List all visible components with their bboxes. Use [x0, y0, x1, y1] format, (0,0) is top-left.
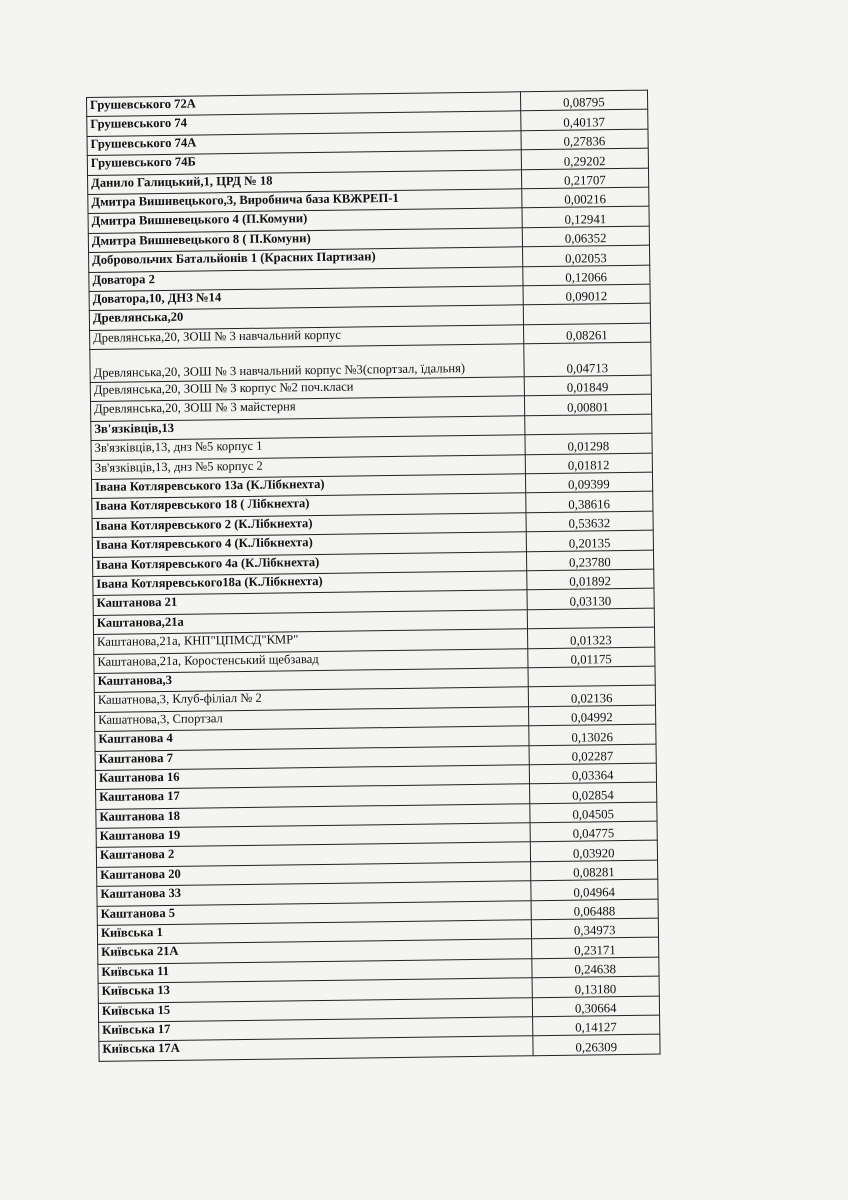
address-cell: Каштанова,21а, КНП"ЦПМСД"КМР": [94, 629, 528, 654]
address-cell: Кашатнова,3, Спортзал: [95, 706, 529, 731]
value-cell: 0,02854: [529, 782, 657, 803]
value-cell: 0,23171: [531, 937, 659, 958]
value-cell: 0,09012: [523, 284, 651, 305]
value-cell: [528, 666, 656, 687]
address-cell: Київська 1: [97, 920, 531, 945]
value-cell: 0,04964: [530, 879, 658, 900]
address-cell: Київська 15: [98, 997, 532, 1022]
address-cell: Доватора,10, ДНЗ №14: [89, 286, 523, 311]
address-cell: Каштанова 33: [97, 881, 531, 906]
address-cell: Каштанова 16: [95, 765, 529, 790]
address-cell: Івана Котляревського18а (К.Лібкнехта): [93, 571, 527, 596]
address-cell: Івана Котляревського 4а (К.Лібкнехта): [93, 551, 527, 576]
value-cell: 0,01175: [527, 647, 655, 668]
address-cell: Каштанова 4: [95, 726, 529, 751]
value-cell: 0,14127: [532, 1015, 660, 1036]
value-cell: 0,00216: [521, 187, 649, 208]
value-cell: 0,13180: [532, 976, 660, 997]
address-cell: Древлянська,20, ЗОШ № 3 навчальний корпус: [90, 324, 524, 349]
value-cell: 0,27836: [521, 129, 649, 150]
value-cell: 0,29202: [521, 148, 649, 169]
address-cell: Каштанова 17: [96, 784, 530, 809]
value-cell: 0,03130: [527, 588, 655, 609]
address-cell: Київська 17А: [99, 1036, 533, 1061]
address-cell: Дмитра Вишнвецького,3, Виробнича база КВЖРЕП-1: [88, 189, 522, 214]
value-cell: 0,13026: [528, 724, 656, 745]
address-cell: Грушевського 74: [87, 111, 521, 136]
value-cell: [527, 608, 655, 629]
address-cell: Каштанова 5: [97, 900, 531, 925]
address-cell: Київська 17: [99, 1017, 533, 1042]
address-cell: Каштанова 21: [93, 590, 527, 615]
address-cell: Грушевського 74А: [87, 131, 521, 156]
value-cell: 0,04775: [530, 821, 658, 842]
address-cell: Древлянська,20: [89, 305, 523, 330]
value-cell: 0,04505: [529, 802, 657, 823]
value-cell: 0,53632: [526, 511, 654, 532]
address-cell: Каштанова 7: [95, 745, 529, 770]
address-cell: Івана Котляревського 13а (К.Лібкнехта): [92, 474, 526, 499]
value-cell: 0,21707: [521, 168, 649, 189]
address-cell: Зв'язківців,13: [91, 416, 525, 441]
address-cell: Добровольчих Батальйонів 1 (Красних Партизан): [89, 247, 523, 272]
address-cell: Київська 21А: [98, 939, 532, 964]
address-cell: Київська 13: [98, 978, 532, 1003]
value-cell: [524, 414, 652, 435]
address-cell: Грушевського 74Б: [87, 150, 521, 175]
value-cell: 0,08281: [530, 860, 658, 881]
value-cell: 0,01812: [525, 453, 653, 474]
value-cell: 0,08261: [523, 323, 651, 344]
address-cell: Дмитра Вишневецького 4 (П.Комуни): [88, 208, 522, 233]
value-cell: 0,01323: [527, 627, 655, 648]
value-cell: 0,00801: [524, 395, 652, 416]
value-cell: 0,02287: [529, 744, 657, 765]
address-value-table: [86, 90, 661, 1062]
value-cell: 0,01849: [524, 375, 652, 396]
address-cell: Древлянська,20, ЗОШ № 3 навчальний корпус №3(спортзал, їдальня): [90, 344, 524, 383]
value-cell: 0,01298: [524, 433, 652, 454]
address-cell: Грушевського 72А: [87, 92, 521, 117]
address-cell: Дмитра Вишневецького 8 ( П.Комуни): [88, 228, 522, 253]
address-cell: Зв'язківців,13, днз №5 корпус 2: [91, 454, 525, 479]
value-cell: [523, 303, 651, 324]
value-cell: 0,30664: [532, 996, 660, 1017]
value-cell: 0,20135: [526, 530, 654, 551]
value-cell: 0,09399: [525, 472, 653, 493]
address-cell: Київська 11: [98, 959, 532, 984]
address-cell: Кашатнова,3, Клуб-філіал № 2: [94, 687, 528, 712]
value-cell: 0,02053: [522, 245, 650, 266]
value-cell: 0,03920: [530, 841, 658, 862]
address-cell: Древлянська,20, ЗОШ № 3 майстерня: [90, 396, 524, 421]
address-cell: Каштанова,21а: [93, 610, 527, 635]
value-cell: 0,06488: [531, 899, 659, 920]
value-cell: 0,38616: [525, 492, 653, 513]
value-cell: 0,23780: [526, 550, 654, 571]
address-cell: Зв'язківців,13, днз №5 корпус 1: [91, 435, 525, 460]
address-cell: Доватора 2: [89, 266, 523, 291]
address-cell: Данило Галицький,1, ЦРД № 18: [88, 169, 522, 194]
value-cell: 0,12066: [522, 265, 650, 286]
value-cell: 0,24638: [531, 957, 659, 978]
value-cell: 0,40137: [520, 110, 648, 131]
address-cell: Івана Котляревського 4 (К.Лібкнехта): [92, 532, 526, 557]
address-cell: Каштанова 20: [97, 862, 531, 887]
value-cell: 0,06352: [522, 226, 650, 247]
address-cell: Каштанова 18: [96, 803, 530, 828]
address-cell: Івана Котляревського 2 (К.Лібкнехта): [92, 513, 526, 538]
value-cell: 0,04992: [528, 705, 656, 726]
address-cell: Каштанова,3: [94, 668, 528, 693]
value-cell: 0,34973: [531, 918, 659, 939]
address-cell: Каштанова 2: [96, 842, 530, 867]
value-cell: 0,02136: [528, 685, 656, 706]
value-cell: 0,08795: [520, 90, 648, 111]
address-cell: Древлянська,20, ЗОШ № 3 корпус №2 поч.класи: [90, 377, 524, 402]
value-cell: 0,03364: [529, 763, 657, 784]
value-cell: 0,01892: [526, 569, 654, 590]
value-cell: 0,04713: [523, 342, 651, 377]
address-cell: Каштанова 19: [96, 823, 530, 848]
address-cell: Івана Котляревського 18 ( Лібкнехта): [92, 493, 526, 518]
table-body: [87, 90, 661, 1061]
value-cell: 0,26309: [532, 1034, 660, 1055]
address-cell: Каштанова,21а, Коростенський щебзавад: [94, 648, 528, 673]
value-cell: 0,12941: [522, 206, 650, 227]
